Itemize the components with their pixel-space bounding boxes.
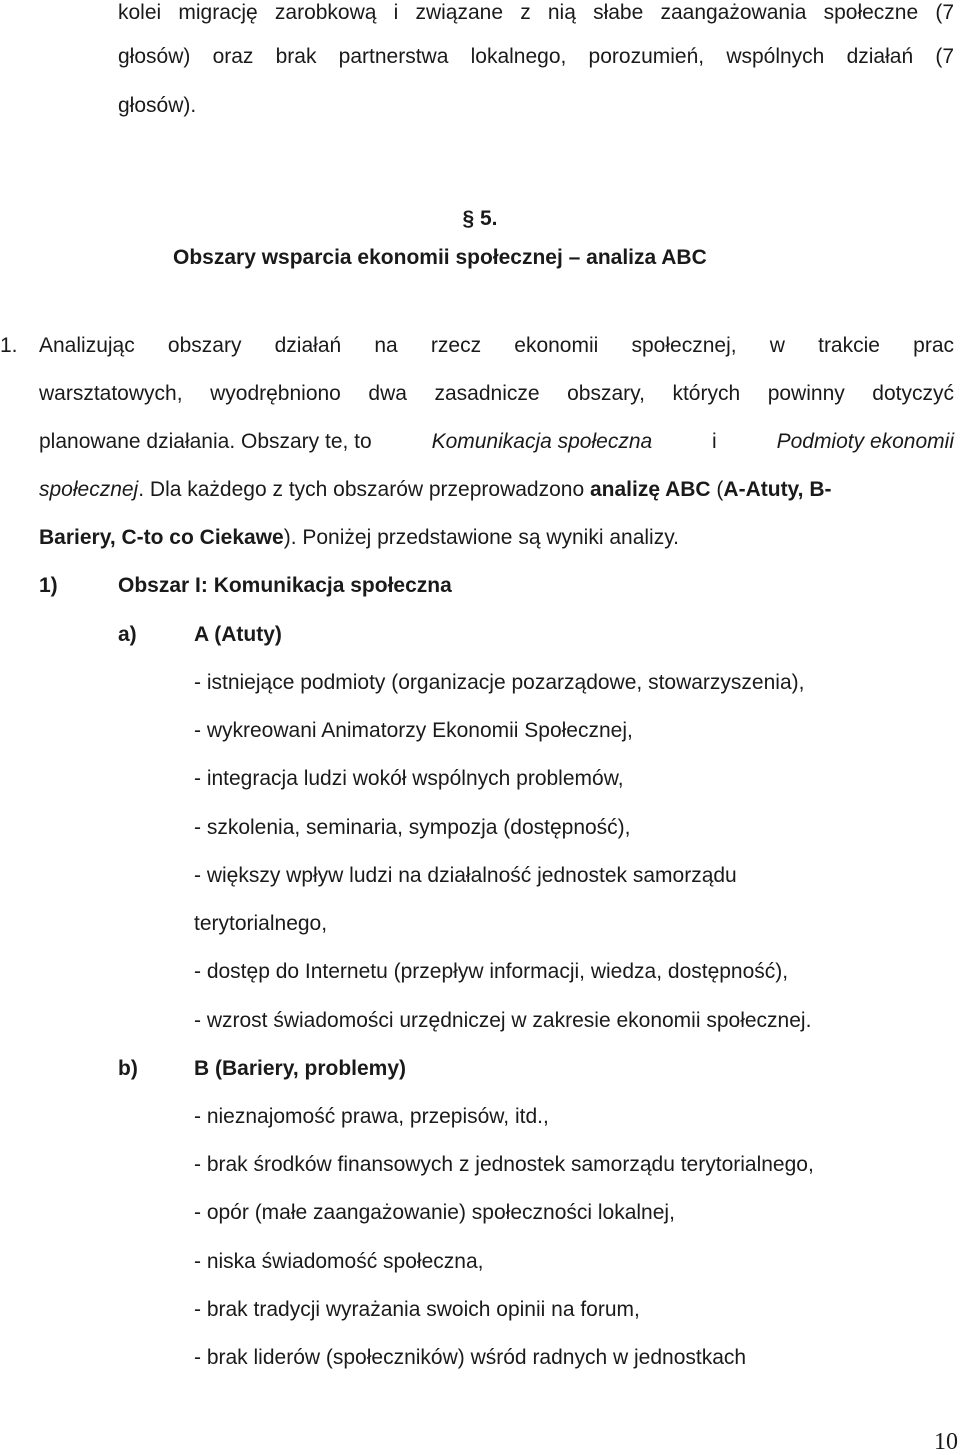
term-abc-expansion-cont: Bariery, C-to co Ciekawe [39, 526, 284, 549]
paragraph-line: głosów). [118, 94, 197, 117]
paragraph-line: głosów) oraz brak partnerstwa lokalnego, porozumień, wspólnych działań (7 [118, 45, 954, 68]
section-title: Obszary wsparcia ekonomii społecznej – analiza ABC [173, 246, 707, 269]
area-number: 1) [39, 574, 58, 597]
paragraph-line [39, 477, 954, 503]
list-item: - niska świadomość społeczna, [194, 1250, 484, 1273]
text-run: ( [716, 478, 724, 501]
sub-title: B (Bariery, problemy) [194, 1057, 406, 1080]
list-item: - dostęp do Internetu (przepływ informacji, wiedza, dostępność), [194, 960, 789, 983]
paragraph-line [39, 429, 954, 455]
list-item: - opór (małe zaangażowanie) społeczności lokalnej, [194, 1201, 675, 1224]
list-item: - istniejące podmioty (organizacje pozarządowe, stowarzyszenia), [194, 671, 805, 694]
list-item: - nieznajomość prawa, przepisów, itd., [194, 1105, 549, 1128]
paragraph-line: kolei migrację zarobkową i związane z nią słabe zaangażowania społeczne (7 [118, 1, 954, 24]
area-title: Obszar I: Komunikacja społeczna [118, 574, 452, 597]
list-number: 1. [0, 334, 18, 357]
text-run: i [712, 430, 717, 453]
list-item: - wzrost świadomości urzędniczej w zakresie ekonomii społecznej. [194, 1009, 812, 1032]
text-run: ). Poniżej przedstawione są wyniki analizy. [283, 526, 679, 549]
list-item: - wykreowani Animatorzy Ekonomii Społecznej, [194, 719, 633, 742]
sub-label: b) [118, 1057, 138, 1080]
sub-title: A (Atuty) [194, 623, 282, 646]
list-item: - większy wpływ ludzi na działalność jednostek samorządu [194, 864, 737, 887]
term-komunikacja: Komunikacja społeczna [431, 430, 653, 453]
text-run: . Dla każdego z tych obszarów przeprowadzono [138, 478, 585, 501]
paragraph-line: warsztatowych, wyodrębniono dwa zasadnicze obszary, których powinny dotyczyć [39, 382, 954, 405]
term-analiza-abc: analizę ABC [589, 478, 711, 501]
term-abc-expansion: A-Atuty, B- [723, 478, 832, 501]
text-run: planowane działania. Obszary te, to [39, 430, 372, 453]
list-item: - szkolenia, seminaria, sympozja (dostępność), [194, 816, 631, 839]
paragraph-line [39, 525, 679, 551]
section-number: § 5. [462, 207, 498, 230]
term-podmioty: Podmioty ekonomii [776, 430, 954, 453]
list-item: - integracja ludzi wokół wspólnych problemów, [194, 767, 624, 790]
list-item: - brak liderów (społeczników) wśród radnych w jednostkach [194, 1346, 747, 1369]
paragraph-line: Analizując obszary działań na rzecz ekonomii społecznej, w trakcie prac [39, 334, 954, 357]
term-spolecznej: społecznej [39, 478, 139, 501]
sub-label: a) [118, 623, 137, 646]
list-item: terytorialnego, [194, 912, 328, 935]
list-item: - brak środków finansowych z jednostek samorządu terytorialnego, [194, 1153, 814, 1176]
list-item: - brak tradycji wyrażania swoich opinii na forum, [194, 1298, 640, 1321]
page-number: 10 [934, 1429, 958, 1455]
